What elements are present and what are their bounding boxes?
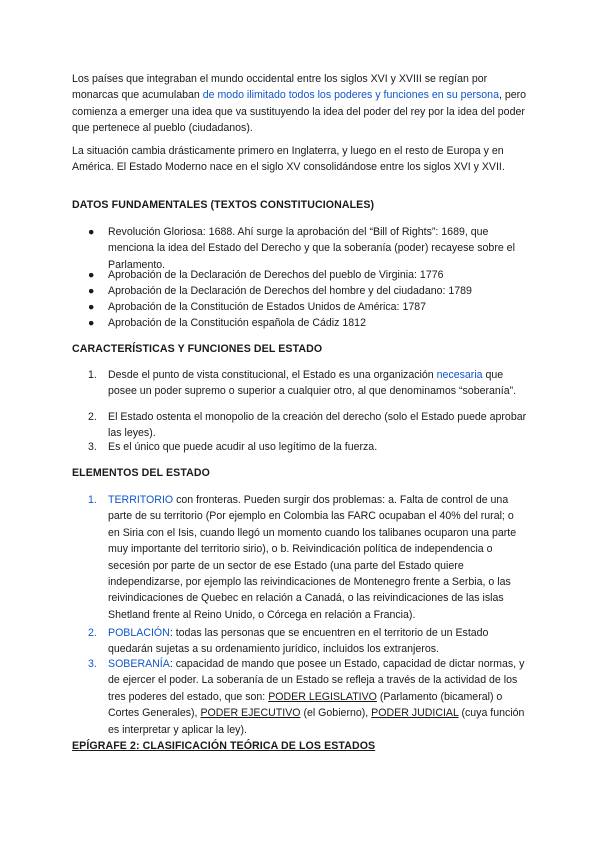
poder-ejecutivo: PODER EJECUTIVO: [200, 707, 301, 720]
list-item-text: Aprobación de la Declaración de Derechos del hombre y del ciudadano: 1789: [108, 285, 472, 297]
list-item: [88, 492, 528, 623]
territorio-label: TERRITORIO: [108, 494, 174, 506]
list-item-text: [88, 625, 528, 658]
intro-paragraph-1: [72, 71, 528, 137]
soberania-text-c: (el Gobierno),: [300, 707, 372, 720]
bullet-marker: ●: [88, 301, 95, 313]
number-marker: 2.: [88, 411, 97, 423]
soberania-label: SOBERANÍA: [108, 658, 170, 670]
number-marker: 1.: [88, 369, 97, 381]
heading-datos-fundamentales: DATOS FUNDAMENTALES (TEXTOS CONSTITUCIONALES): [72, 199, 375, 211]
bullet-marker: ●: [88, 317, 95, 329]
bullet-marker: ●: [88, 226, 95, 238]
number-marker: 3.: [88, 441, 97, 453]
heading-elementos: ELEMENTOS DEL ESTADO: [72, 467, 210, 479]
territorio-text: con fronteras. Pueden surgir dos problemas: a. Falta de control de una parte de su territorio (Por ejemplo en Colombia las FARC ocupaban el 40% del rural; o en Siria con el Isis, cuando llegó un momento cuando los talibanes ocuparon una parte muy importante del territorio sirio), o b. Reivindicación política de independencia o secesión por parte de un sector de ese Estado (una parte del Estado quiere independizarse, por ejemplo las reivindicaciones de Montenegro frente a Serbia, o las reivindicaciones de Quebec en relación a Canadá, o las reivindicaciones de las islas Shetland frente al Reino Unido, o Córcega en relación a Francia).: [108, 494, 517, 621]
number-marker: 2.: [88, 627, 97, 639]
poder-judicial: PODER JUDICIAL: [371, 707, 459, 720]
poblacion-label: POBLACIÓN: [108, 627, 170, 639]
list-item: [88, 224, 528, 273]
list-item-text: [88, 492, 528, 623]
intro-p1-start: Los países que integraban el mundo occidental entre los siglos XVI y XVIII se regían por monarcas que acumulaban: [72, 73, 488, 102]
bullet-marker: ●: [88, 269, 95, 281]
list-item-text: [88, 656, 528, 738]
list-item: [88, 283, 528, 299]
poder-legislativo: PODER LEGISLATIVO: [268, 690, 377, 703]
soberania-text-d: (cuya función es interpretar y aplicar la ley).: [108, 707, 525, 736]
list-item: [88, 409, 528, 442]
number-marker: 1.: [88, 494, 97, 506]
list-item-text: El Estado ostenta el monopolio de la creación del derecho (solo el Estado puede aprobar las leyes).: [108, 411, 527, 440]
heading-caracteristicas: CARACTERÍSTICAS Y FUNCIONES DEL ESTADO: [72, 343, 323, 355]
bullet-marker: ●: [88, 285, 95, 297]
list-item: [88, 367, 528, 400]
list-item: [88, 439, 528, 455]
list-item: [88, 315, 528, 331]
intro-p1-end: , pero comienza a emerger una idea que va sustituyendo la idea del poder del rey por la idea del poder que pertenece al pueblo (ciudadanos).: [72, 89, 527, 135]
list-item: [88, 625, 528, 658]
list-item-text: Revolución Gloriosa: 1688. Ahí surge la aprobación del “Bill of Rights”: 1689, que menciona la idea del Estado del Derecho y que la soberanía (poder) recayese sobre el Parlamento.: [108, 226, 515, 271]
list-item-text: [88, 367, 528, 400]
number-marker: 3.: [88, 658, 97, 670]
list-item-text: Es el único que puede acudir al uso legítimo de la fuerza.: [108, 441, 378, 453]
poblacion-text: : todas las personas que se encuentren en el territorio de un Estado quedarán sujetas a su ordenamiento jurídico, incluidos los extranjeros.: [108, 627, 489, 656]
soberania-text-a: : capacidad de mando que posee un Estado, capacidad de dictar normas, y de ejercer el poder. La soberanía de un Estado se refleja a través de la actividad de los tres poderes del estado, que son:: [108, 658, 525, 703]
list-item-text: Aprobación de la Declaración de Derechos del pueblo de Virginia: 1776: [108, 269, 444, 281]
intro-paragraph-2: La situación cambia drásticamente primero en Inglaterra, y luego en el resto de Europa y en América. El Estado Moderno nace en el siglo XV consolidándose entre los siglos XVI y XVII.: [72, 145, 505, 174]
list-item: [88, 267, 528, 283]
caracteristicas-item1-end: que posee un poder supremo o superior a cualquier otro, al que denominamos “soberanía”.: [108, 369, 517, 398]
list-item-text: Aprobación de la Constitución de Estados Unidos de América: 1787: [108, 301, 427, 313]
soberania-text-b: (Parlamento (bicameral) o Cortes Generales),: [108, 690, 503, 720]
caracteristicas-item1-highlight: necesaria: [436, 369, 483, 381]
caracteristicas-item1-start: Desde el punto de vista constitucional, el Estado es una organización: [108, 369, 437, 381]
list-item: [88, 656, 528, 738]
list-item-text: Aprobación de la Constitución española de Cádiz 1812: [108, 317, 366, 329]
list-item: [88, 299, 528, 315]
intro-p1-highlight: de modo ilimitado todos los poderes y funciones en su persona: [202, 89, 499, 102]
heading-epigrafe-2: EPÍGRAFE 2: CLASIFICACIÓN TEÓRICA DE LOS ESTADOS: [72, 740, 376, 752]
